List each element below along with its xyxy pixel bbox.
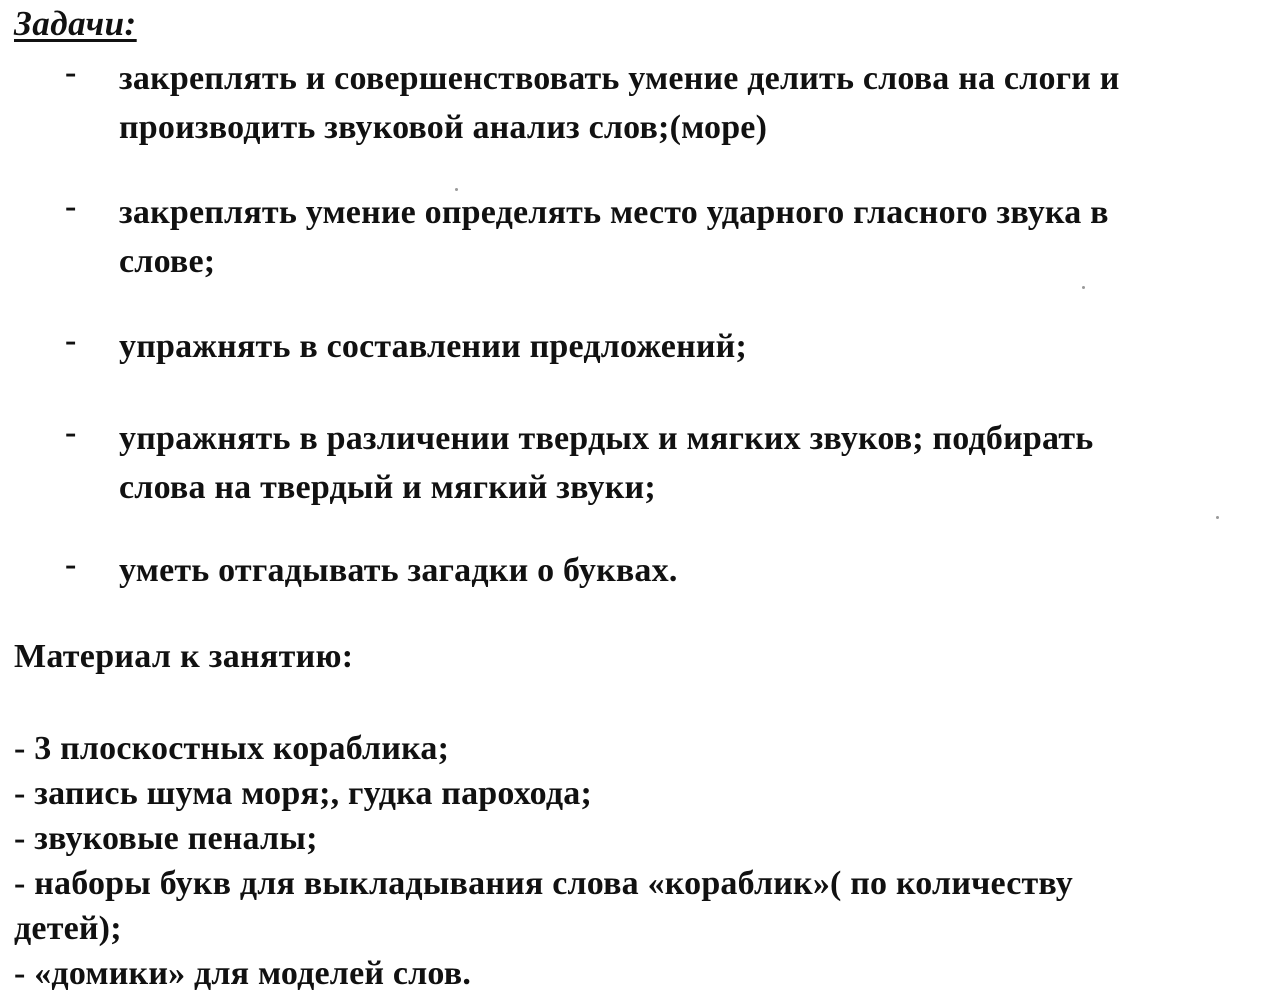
task-line: упражнять в составлении предложений;	[119, 328, 747, 365]
material-item: - 3 плоскостных кораблика;	[14, 730, 450, 767]
tasks-heading: Задачи:	[14, 4, 137, 43]
task-line: слове;	[119, 243, 216, 280]
material-item: - наборы букв для выкладывания слова «кораблик»( по количеству	[14, 865, 1073, 902]
task-text	[119, 414, 1269, 512]
task-text	[119, 54, 1269, 152]
materials-heading: Материал к занятию:	[14, 638, 354, 675]
task-text	[119, 322, 1269, 371]
scan-speck	[455, 188, 458, 191]
task-line: упражнять в различении твердых и мягких звуков; подбирать	[119, 420, 1094, 457]
scan-speck	[1082, 286, 1085, 289]
task-line: закреплять умение определять место ударного гласного звука в	[119, 194, 1109, 231]
task-line: уметь отгадывать загадки о буквах.	[119, 552, 678, 589]
material-item: детей);	[14, 910, 122, 947]
material-item: - звуковые пеналы;	[14, 820, 318, 857]
bullet-dash: -	[65, 54, 77, 91]
task-line: закреплять и совершенствовать умение делить слова на слоги и	[119, 60, 1120, 97]
bullet-dash: -	[65, 414, 77, 451]
task-text	[119, 546, 1269, 595]
materials-list	[14, 726, 1264, 996]
material-item: - «домики» для моделей слов.	[14, 955, 472, 992]
bullet-dash: -	[65, 322, 77, 359]
task-line: производить звуковой анализ слов;(море)	[119, 109, 768, 146]
scan-speck	[1216, 516, 1219, 519]
bullet-dash: -	[65, 188, 77, 225]
material-item: - запись шума моря;, гудка парохода;	[14, 775, 592, 812]
task-text	[119, 188, 1269, 286]
bullet-dash: -	[65, 546, 77, 583]
task-line: слова на твердый и мягкий звуки;	[119, 469, 656, 506]
